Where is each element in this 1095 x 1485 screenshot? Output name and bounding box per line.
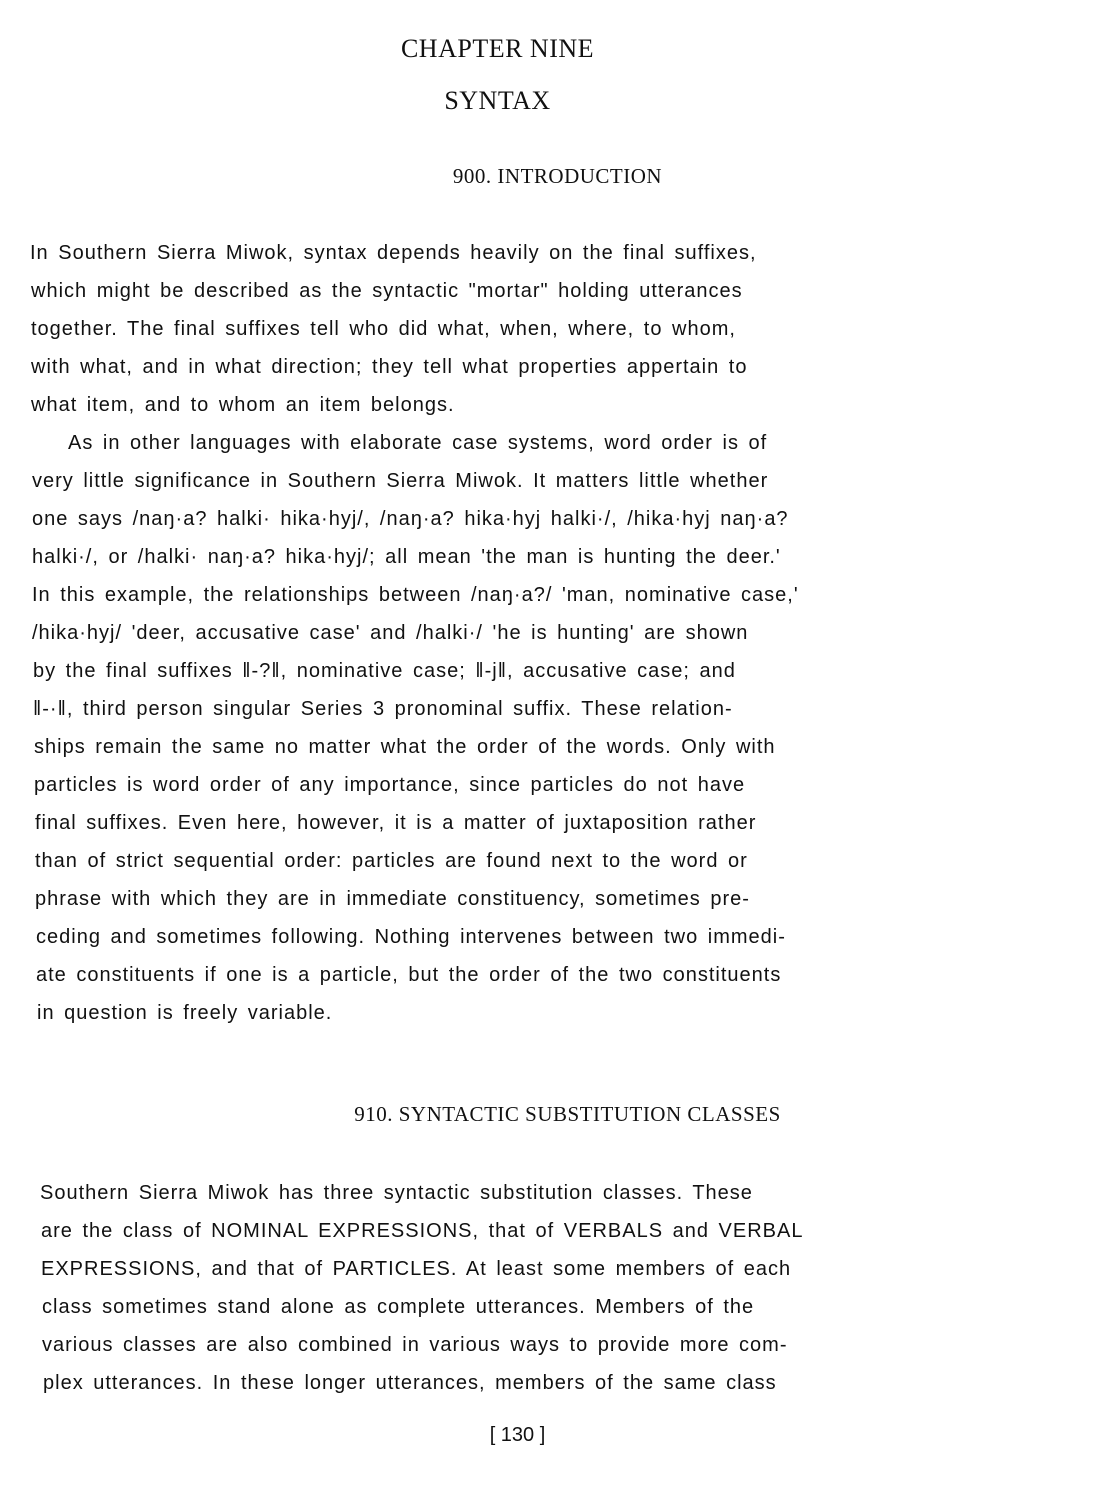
text-line: ate constituents if one is a particle, but the order of the two constituents xyxy=(36,964,782,986)
text-line: together. The final suffixes tell who did what, when, where, to whom, xyxy=(31,318,736,340)
text-line: final suffixes. Even here, however, it is a matter of juxtaposition rather xyxy=(35,812,757,834)
section-heading-substitution-classes: 910. SYNTACTIC SUBSTITUTION CLASSES xyxy=(354,1102,781,1126)
text-line: particles is word order of any importance, since particles do not have xyxy=(34,774,746,796)
text-line: are the class of NOMINAL EXPRESSIONS, that of VERBALS and VERBAL xyxy=(41,1220,804,1242)
text-line: ‖-·‖, third person singular Series 3 pronominal suffix. These relation- xyxy=(33,698,733,720)
text-line: EXPRESSIONS, and that of PARTICLES. At least some members of each xyxy=(41,1258,792,1280)
text-line: plex utterances. In these longer utterances, members of the same class xyxy=(43,1372,777,1394)
chapter-subtitle: SYNTAX xyxy=(444,86,551,115)
text-line: As in other languages with elaborate case systems, word order is of xyxy=(68,432,768,454)
text-line: one says /naŋ·a? halki· hika·hyj/, /naŋ·a? hika·hyj halki·/, /hika·hyj naŋ·a? xyxy=(32,508,789,530)
text-line: which might be described as the syntactic "mortar" holding utterances xyxy=(31,280,743,302)
text-line: in question is freely variable. xyxy=(37,1002,333,1024)
text-line: Southern Sierra Miwok has three syntactic substitution classes. These xyxy=(40,1182,753,1204)
text-line: halki·/, or /halki· naŋ·a? hika·hyj/; all mean 'the man is hunting the deer.' xyxy=(32,546,781,568)
text-line: what item, and to whom an item belongs. xyxy=(31,394,455,416)
page-number: [ 130 ] xyxy=(489,1424,546,1446)
text-line: In Southern Sierra Miwok, syntax depends heavily on the final suffixes, xyxy=(30,242,757,264)
text-line: ships remain the same no matter what the order of the words. Only with xyxy=(34,736,776,758)
text-line: phrase with which they are in immediate constituency, sometimes pre- xyxy=(35,888,750,910)
text-line: various classes are also combined in various ways to provide more com- xyxy=(42,1334,788,1356)
section-heading-introduction: 900. INTRODUCTION xyxy=(452,164,663,188)
text-line: than of strict sequential order: particles are found next to the word or xyxy=(35,850,748,872)
text-line: In this example, the relationships between /naŋ·a?/ 'man, nominative case,' xyxy=(32,584,799,606)
text-line: with what, and in what direction; they tell what properties appertain to xyxy=(31,356,748,378)
chapter-title: CHAPTER NINE xyxy=(400,34,595,63)
text-line: class sometimes stand alone as complete utterances. Members of the xyxy=(42,1296,755,1318)
text-line: by the final suffixes ‖-?‖, nominative case; ‖-j‖, accusative case; and xyxy=(33,660,736,682)
text-line: /hika·hyj/ 'deer, accusative case' and /halki·/ 'he is hunting' are shown xyxy=(32,622,749,644)
text-line: very little significance in Southern Sierra Miwok. It matters little whether xyxy=(32,470,769,492)
text-line: ceding and sometimes following. Nothing intervenes between two immedi- xyxy=(36,926,786,948)
